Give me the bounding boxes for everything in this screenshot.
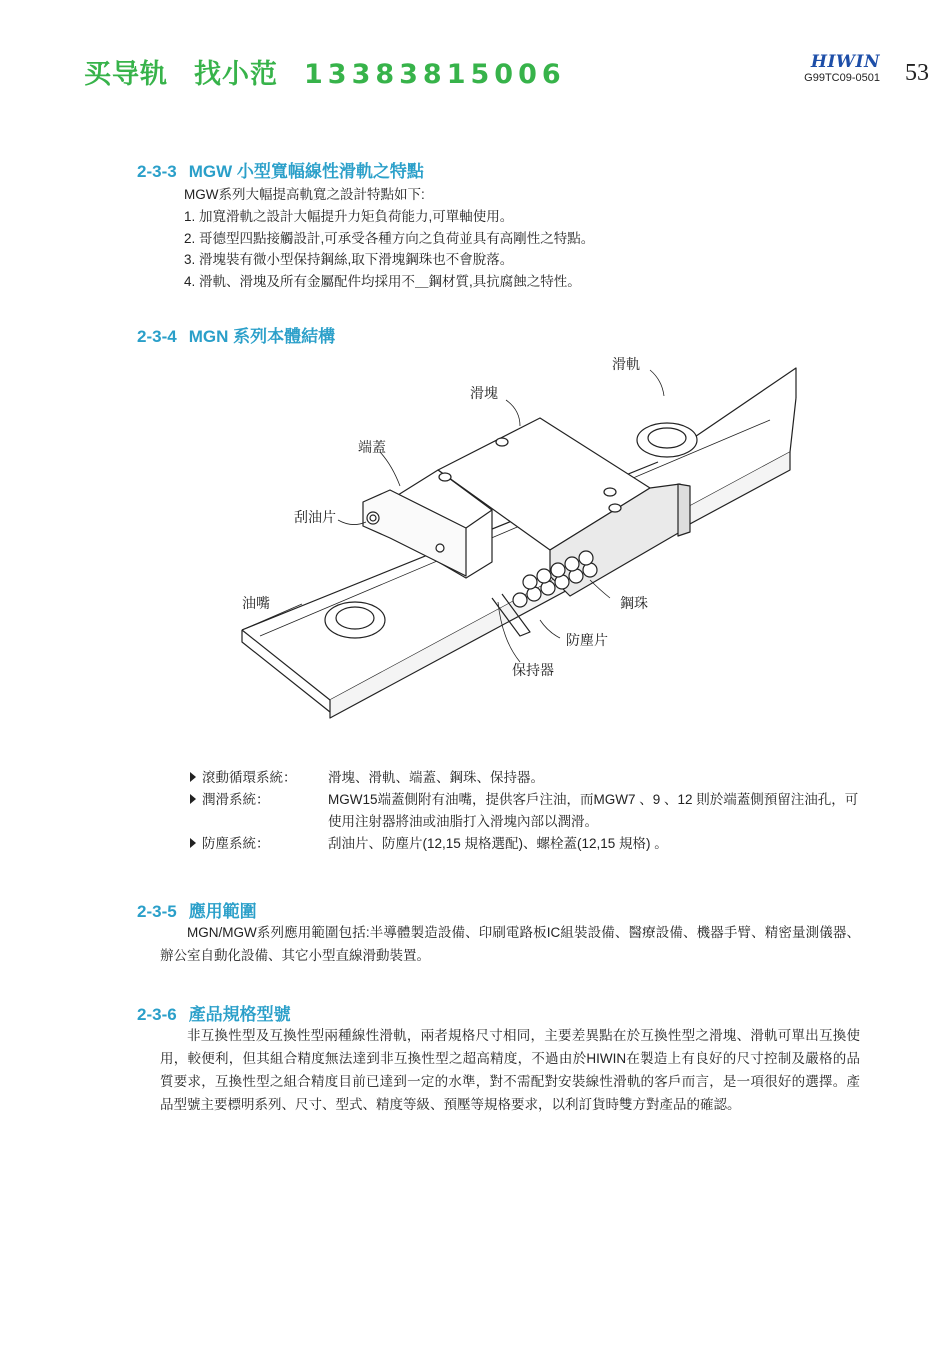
- label-rail: 滑軌: [612, 356, 640, 372]
- label-dust-plate: 防塵片: [566, 632, 608, 648]
- label-steel-ball: 鋼珠: [620, 595, 648, 611]
- system-value: 滑塊、滑軌、端蓋、鋼珠、保持器。: [328, 770, 544, 785]
- hiwin-logo: HIWIN: [810, 52, 880, 72]
- features-intro: MGW系列大幅提高軌寬之設計特點如下:: [184, 187, 425, 202]
- section-number: 2-3-3: [137, 162, 177, 181]
- system-row: [190, 833, 870, 855]
- section-heading-2-3-3: [137, 157, 424, 182]
- section-title: MGN 系列本體結構: [188, 327, 336, 346]
- feature-item: 4. 滑軌、滑塊及所有金屬配件均採用不＿鋼材質,具抗腐蝕之特性。: [184, 274, 581, 289]
- section-heading-2-3-6: [137, 1000, 291, 1025]
- label-retainer: 保持器: [512, 662, 554, 678]
- system-label: 防塵系統：: [202, 836, 270, 851]
- section-title: MGW 小型寬幅線性滑軌之特點: [188, 162, 424, 181]
- spec-paragraph: 非互換性型及互換性型兩種線性滑軌，兩者規格尺寸相同，主要差異點在於互換性型之滑塊、滑軌可單出互換使用，較便利，但其組合精度無法達到非互換性型之超高精度，不過由於HIWIN在製造上有良好的尺寸控制及嚴格的品質要求，互換性型之組合精度目前已達到一定的水準，對不需配對安裝線性滑軌的客戶而言，是一項很好的選擇。產品型號主要標明系列、尺寸、型式、精度等級、預壓等規格要求，以利訂貨時雙方對產品的確認。: [160, 1028, 860, 1112]
- section-heading-2-3-5: [137, 897, 257, 922]
- mgn-structure-diagram: [230, 350, 810, 725]
- section-number: 2-3-4: [137, 327, 177, 346]
- triangle-bullet-icon: [190, 794, 196, 804]
- page-number: 53: [905, 60, 929, 86]
- system-value: MGW15端蓋側附有油嘴，提供客戶注油，而MGW7 、9 、12 則於端蓋側預留注油孔，可使用注射器將油或油脂打入滑塊內部以潤滑。: [328, 792, 859, 829]
- triangle-bullet-icon: [190, 772, 196, 782]
- banner-phone: 13383815006: [304, 59, 566, 90]
- triangle-bullet-icon: [190, 838, 196, 848]
- system-row: [190, 789, 870, 833]
- application-paragraph: MGN/MGW系列應用範圍包括:半導體製造設備、印刷電路板IC組裝設備、醫療設備、機器手臂、精密量測儀器、辦公室自動化設備、其它小型直線滑動裝置。: [160, 925, 860, 963]
- banner-middle-text: 找小范: [194, 59, 278, 90]
- doc-code: G99TC09-0501: [804, 72, 880, 84]
- section-heading-2-3-4: [137, 322, 335, 347]
- dust-plate-shape: [678, 484, 690, 536]
- feature-item: 3. 滑塊裝有微小型保持鋼絲,取下滑塊鋼珠也不會脫落。: [184, 252, 514, 267]
- feature-item: 1. 加寬滑軌之設計大幅提升力矩負荷能力,可單軸使用。: [184, 209, 514, 224]
- section-number: 2-3-5: [137, 902, 177, 921]
- feature-item: 2. 哥德型四點接觸設計,可承受各種方向之負荷並具有高剛性之特點。: [184, 231, 595, 246]
- system-label: 滾動循環系統：: [202, 770, 297, 785]
- label-block: 滑塊: [470, 385, 498, 401]
- promo-banner: [84, 52, 566, 91]
- banner-left-text: 买导轨: [84, 59, 168, 90]
- label-end-cap: 端蓋: [358, 439, 386, 455]
- system-label: 潤滑系統：: [202, 792, 270, 807]
- system-row: [190, 767, 870, 789]
- label-grease-nipple: 油嘴: [242, 595, 270, 611]
- label-seal: 刮油片: [294, 509, 336, 525]
- brand-block: [804, 53, 880, 85]
- section-title: 應用範圍: [188, 902, 257, 921]
- section-title: 產品規格型號: [188, 1005, 291, 1024]
- section-number: 2-3-6: [137, 1005, 177, 1024]
- system-value: 刮油片、防塵片(12,15 規格選配)、螺栓蓋(12,15 規格) 。: [328, 836, 668, 851]
